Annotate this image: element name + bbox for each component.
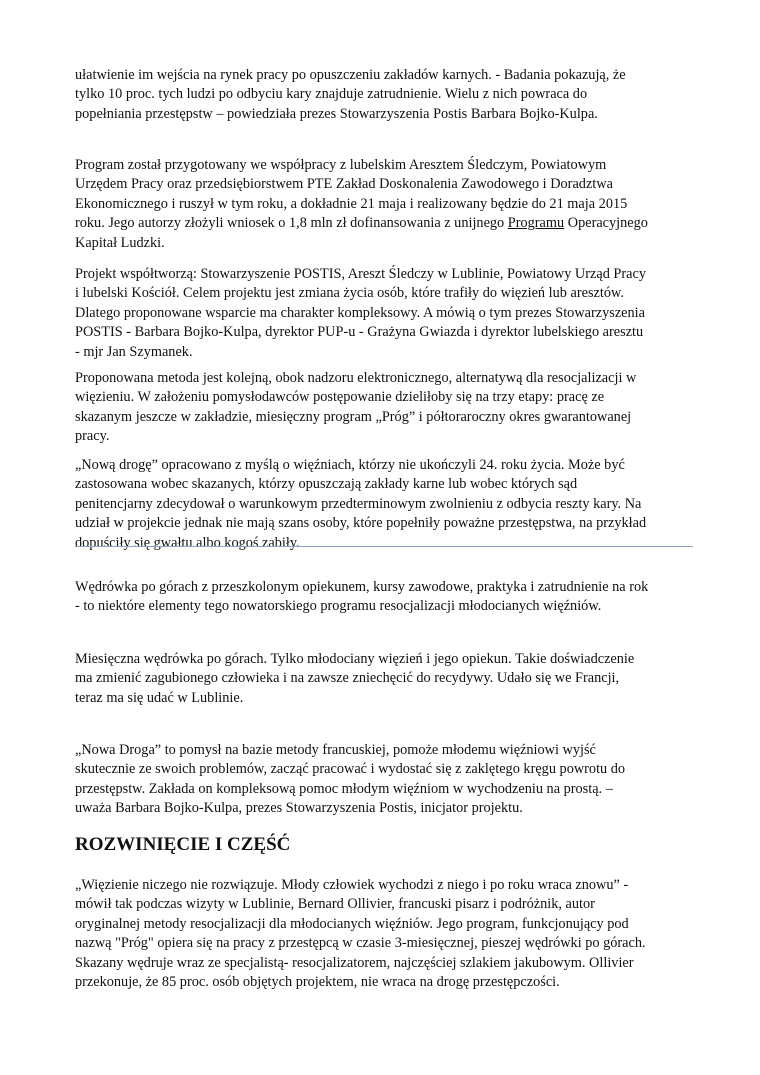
text-line: Skazany wędruje wraz ze specjalistą- resocjalizatorem, najczęściej szlakiem jakubowym. Ollivier xyxy=(75,954,634,971)
text-line: Proponowana metoda jest kolejną, obok nadzoru elektronicznego, alternatywą dla resocjalizacji w xyxy=(75,370,637,386)
text-line: „Nową drogę” opracowano z myślą o więźniach, którzy nie ukończyli 24. roku życia. Może być xyxy=(75,457,625,473)
text-line: „Nowa Droga” to pomysł na bazie metody francuskiej, pomoże młodemu więźniowi wyjść xyxy=(75,742,596,758)
text-line: ułatwienie im wejścia na rynek pracy po opuszczeniu zakładów karnych. - Badania pokazują, że xyxy=(75,67,626,83)
text-line: Wędrówka po górach z przeszkolonym opiekunem, kursy zawodowe, praktyka i zatrudnienie na rok xyxy=(75,579,649,595)
programu-link[interactable]: Programu xyxy=(507,215,565,232)
text-line: POSTIS - Barbara Bojko-Kulpa, dyrektor PUP-u - Grażyna Gwiazda i dyrektor lubelskiego aresztu xyxy=(75,324,644,341)
text-line: popełniania przestępstw – powiedziała prezes Stowarzyszenia Postis Barbara Bojko-Kulpa. xyxy=(75,105,598,122)
paragraph-5 xyxy=(75,456,693,553)
text-line: przestępstw. Zakłada on kompleksową pomoc młodym więźniom w wychodzeniu na prostą. – xyxy=(75,780,613,797)
paragraph-1 xyxy=(75,66,693,124)
text-line: teraz ma się udać w Lublinie. xyxy=(75,689,244,706)
paragraph-8 xyxy=(75,741,693,819)
text-line: Dlatego proponowane wsparcie ma charakter kompleksowy. A mówią o tym prezes Stowarzyszenia xyxy=(75,304,645,321)
text-line: skazanym jeszcze w zakładzie, miesięczny program „Próg” i półtoraroczny okres gwarantowanej xyxy=(75,408,632,425)
text-line: Urzędem Pracy oraz przedsiębiorstwem PTE Zakład Doskonalenia Zawodowego i Doradztwa xyxy=(75,176,613,193)
text-line: Ekonomicznego i ruszył w tym roku, a dokładnie 21 maja i realizowany będzie do 21 maja 2015 xyxy=(75,195,628,212)
text-line: „Więzienie niczego nie rozwiązuje. Młody człowiek wychodzi z niego i po roku wraca znowu” - xyxy=(75,877,629,893)
text-line: i lubelski Kościół. Celem projektu jest zmiana życia osób, które trafiły do więzień lub aresztów. xyxy=(75,285,624,302)
text-line: przekonuje, że 85 proc. osób objętych projektem, nie wraca na drogę przestępczości. xyxy=(75,974,560,991)
paragraph-3 xyxy=(75,265,693,362)
text-line: dopuściły się gwałtu albo kogoś zabiły. xyxy=(75,534,300,551)
text-line: więzieniu. W założeniu pomysłodawców postępowanie dzieliłoby się na trzy etapy: pracę ze xyxy=(75,389,605,406)
paragraph-2 xyxy=(75,156,693,253)
text-line: ma zmienić zagubionego człowieka i na zawsze zniechęcić do recydywy. Udało się we Francji, xyxy=(75,670,620,687)
paragraph-6 xyxy=(75,578,693,617)
text-line: skutecznie ze swoich problemów, zacząć pracować i wydostać się z zaklętego kręgu powrotu do xyxy=(75,761,626,778)
paragraph-9 xyxy=(75,876,693,992)
section-heading: ROZWINIĘCIE I CZĘŚĆ xyxy=(75,834,291,855)
paragraph-7 xyxy=(75,650,693,708)
text-line: penitencjarny zdecydował o warunkowym przedterminowym zwolnieniu z odbycia reszty kary. Na xyxy=(75,495,642,512)
text-line: mówił tak podczas wizyty w Lublinie, Bernard Ollivier, francuski pisarz i podróżnik, autor xyxy=(75,896,595,913)
text-line: - mjr Jan Szymanek. xyxy=(75,343,193,360)
text-line: uważa Barbara Bojko-Kulpa, prezes Stowarzyszenia Postis, inicjator projektu. xyxy=(75,800,523,817)
text-line: pracy. xyxy=(75,428,110,445)
text-line: zastosowana wobec skazanych, którzy opuszczają zakłady karne lub wobec których sąd xyxy=(75,476,578,493)
text-line: udział w projekcie jednak nie mają szans osoby, które popełniły poważne przestępstwa, na przykład xyxy=(75,515,647,532)
text-segment: Operacyjnego xyxy=(564,215,648,232)
section-divider xyxy=(75,546,693,547)
text-segment: roku. Jego autorzy złożyli wniosek o 1,8 mln zł dofinansowania z unijnego xyxy=(75,215,508,232)
text-line: nazwą "Próg" opiera się na pracy z przestępcą w czasie 3-miesięcznej, pieszej wędrówki po górach. xyxy=(75,935,646,952)
text-line: Miesięczna wędrówka po górach. Tylko młodociany więzień i jego opiekun. Takie doświadczenie xyxy=(75,651,635,667)
paragraph-4 xyxy=(75,369,693,447)
text-line: - to niektóre elementy tego nowatorskiego programu resocjalizacji młodocianych więźniów. xyxy=(75,598,602,615)
text-line: oryginalnej metody resocjalizacji dla młodocianych więźniów. Jego program, funkcjonujący pod xyxy=(75,915,629,932)
text-line xyxy=(75,214,693,233)
text-line: Kapitał Ludzki. xyxy=(75,234,165,251)
text-line: tylko 10 proc. tych ludzi po odbyciu kary znajduje zatrudnienie. Wielu z nich powraca do xyxy=(75,86,588,103)
text-line: Program został przygotowany we współpracy z lubelskim Aresztem Śledczym, Powiatowym xyxy=(75,157,607,173)
text-line: Projekt współtworzą: Stowarzyszenie POSTIS, Areszt Śledczy w Lublinie, Powiatowy Urząd Pracy xyxy=(75,266,646,282)
